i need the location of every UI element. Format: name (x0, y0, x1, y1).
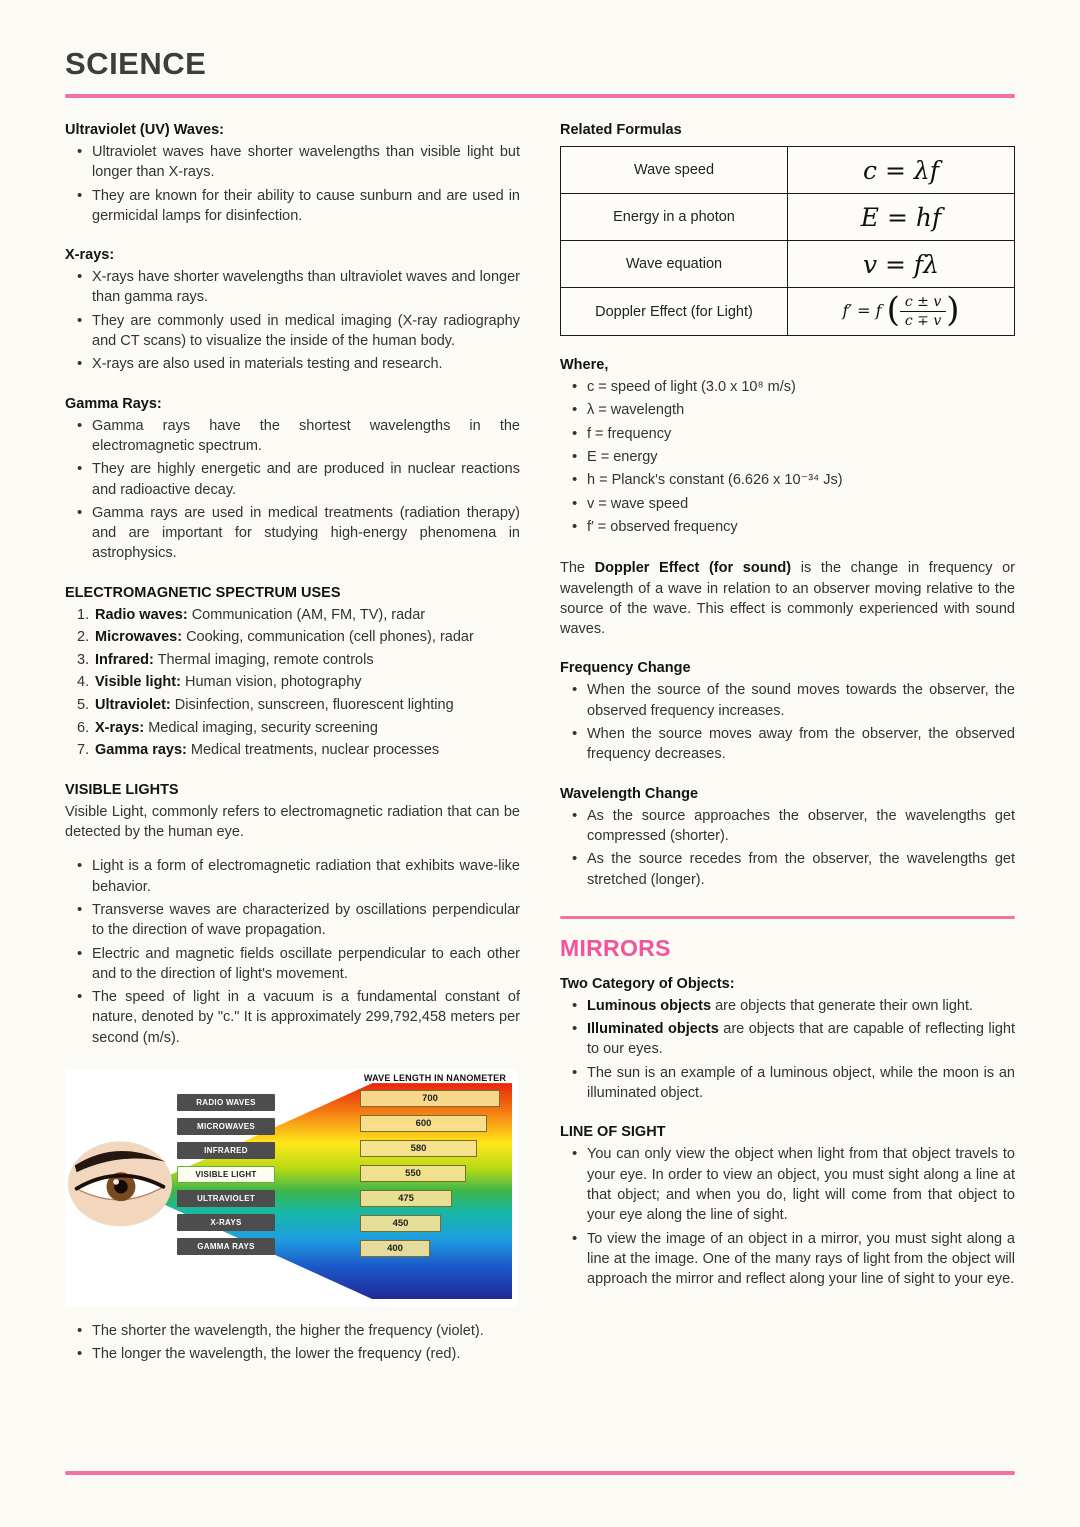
list-item: • f′ = observed frequency (570, 517, 1015, 537)
formula-expression: v = fλ (862, 249, 940, 279)
section-spectrum-uses (65, 585, 520, 761)
section-line-of-sight (560, 1124, 1015, 1289)
section-visible-lights (65, 782, 520, 1048)
wavelength-scale (360, 1073, 510, 1265)
list-item: Infrared: Thermal imaging, remote controls (95, 651, 374, 668)
formula-expression: E = hf (860, 202, 942, 232)
formula-label: Energy in a photon (561, 194, 788, 241)
doppler-term: Doppler Effect (for sound) (594, 560, 792, 577)
table-row (561, 194, 1015, 241)
formulas-table (560, 146, 1015, 336)
section-uv-waves (65, 122, 520, 226)
section-where (560, 357, 1015, 537)
wavelength-bar: 450 (360, 1215, 441, 1232)
section-xrays (65, 247, 520, 374)
page-title: SCIENCE (65, 46, 207, 81)
eye-illustration (67, 1129, 173, 1229)
spectrum-label-visible-light: VISIBLE LIGHT (177, 1166, 275, 1183)
section-frequency-change (560, 660, 1015, 764)
list-item: • The longer the wavelength, the lower the frequency (red). (75, 1344, 520, 1364)
list-item: • As the source recedes from the observer, the wavelengths get stretched (longer). (570, 849, 1015, 890)
list-item: • E = energy (570, 447, 1015, 467)
wavelength-bar: 400 (360, 1240, 430, 1257)
mirrors-heading: MIRRORS (560, 934, 671, 961)
list-item: • To view the image of an object in a mirror, you must sight along a line at the image. One of the many rays of light from the object will approach the mirror and reflect along your line of sight to your eye. (570, 1229, 1015, 1290)
left-column (65, 122, 520, 1386)
spectrum-label: ULTRAVIOLET (177, 1190, 275, 1207)
figure-title: WAVE LENGTH IN NANOMETER (363, 1073, 507, 1084)
section-heading: Wavelength Change (560, 785, 699, 802)
list-item: Radio waves: Communication (AM, FM, TV), radar (95, 606, 426, 623)
list-item: • v = wave speed (570, 494, 1015, 514)
formula-expression: f′ = f ( $\frac{c \pm v}{c \mp v}$ ) (842, 289, 960, 330)
section-heading: Related Formulas (560, 122, 682, 138)
spectrum-label: MICROWAVES (177, 1118, 275, 1135)
list-item: • Electric and magnetic fields oscillate perpendicular to each other and to the direction of light's movement. (75, 944, 520, 985)
wavelength-bar: 475 (360, 1190, 452, 1207)
list-item: • You can only view the object when light from that object travels to your eye. In order to view an object, you must sight along a line at that object; and when you do, light will come from that object to your eye along the line of sight. (570, 1144, 1015, 1225)
open-paren: ( (886, 289, 900, 330)
formula-label: Wave equation (561, 241, 788, 288)
list-item: Visible light: Human vision, photography (95, 674, 362, 691)
list-item: • The speed of light in a vacuum is a fundamental constant of nature, denoted by "c." It is approximately 299,792,458 meters per second (m/s). (75, 987, 520, 1048)
section-wavelength-change (560, 786, 1015, 890)
list-item: • X-rays have shorter wavelengths than ultraviolet waves and longer than gamma rays. (75, 267, 520, 308)
list-item: • Transverse waves are characterized by oscillations perpendicular to the direction of wave propagation. (75, 900, 520, 941)
section-heading: LINE OF SIGHT (560, 1124, 666, 1141)
list-item: • c = speed of light (3.0 x 10⁸ m/s) (570, 377, 1015, 397)
list-item: • Gamma rays have the shortest wavelengths in the electromagnetic spectrum. (75, 416, 520, 457)
list-item: • X-rays are also used in materials testing and research. (75, 354, 520, 374)
section-heading: X-rays: (65, 247, 115, 264)
list-item: • f = frequency (570, 424, 1015, 444)
list-item: • Ultraviolet waves have shorter wavelengths than visible light but longer than X-rays. (75, 142, 520, 183)
list-item: • Luminous objects are objects that generate their own light. (570, 996, 1015, 1016)
fraction: $\frac{c \pm v}{c \mp v}$ (900, 294, 946, 329)
section-heading: Ultraviolet (UV) Waves: (65, 122, 224, 138)
section-heading: Gamma Rays: (65, 395, 162, 412)
table-row (561, 241, 1015, 288)
spectrum-label: RADIO WAVES (177, 1094, 275, 1111)
close-paren: ) (946, 289, 960, 330)
table-row (561, 147, 1015, 194)
list-item: • The shorter the wavelength, the higher the frequency (violet). (75, 1321, 520, 1341)
list-item: Microwaves: Cooking, communication (cell phones), radar (95, 629, 474, 646)
doppler-paragraph: The Doppler Effect (for sound) is the change in frequency or wavelength of a wave in relation to an observer moving relative to the source of the wave. This effect is commonly experienced with sound waves. (560, 560, 1016, 638)
list-item: Ultraviolet: Disinfection, sunscreen, fluorescent lighting (95, 697, 454, 714)
formula-label: Wave speed (561, 147, 788, 194)
spectrum-label: X-RAYS (177, 1214, 275, 1231)
section-gamma-rays (65, 396, 520, 564)
intro-paragraph: Visible Light, commonly refers to electromagnetic radiation that can be detected by the human eye. (65, 803, 520, 841)
wavelength-bar: 700 (360, 1090, 500, 1107)
title-rule (65, 94, 1015, 98)
section-heading: Two Category of Objects: (560, 975, 735, 992)
section-heading: Where, (560, 357, 609, 374)
section-heading: VISIBLE LIGHTS (65, 781, 179, 798)
right-column (560, 122, 1015, 1386)
list-item: • The sun is an example of a luminous object, while the moon is an illuminated object. (570, 1063, 1015, 1104)
table-row (561, 288, 1015, 336)
wavelength-bar: 600 (360, 1115, 487, 1132)
list-item: • Gamma rays are used in medical treatments (radiation therapy) and are important for studying high-energy phenomena in astrophysics. (75, 503, 520, 564)
two-column-layout (65, 122, 1015, 1386)
list-item: • They are highly energetic and are produced in nuclear reactions and radioactive decay. (75, 459, 520, 500)
formula-expression: c = λf (863, 155, 939, 185)
section-figure-notes (65, 1321, 520, 1365)
spectrum-label: INFRARED (177, 1142, 275, 1159)
formula-label: Doppler Effect (for Light) (561, 288, 788, 336)
list-item: • Light is a form of electromagnetic radiation that exhibits wave-like behavior. (75, 856, 520, 897)
list-item: • When the source of the sound moves towards the observer, the observed frequency increases. (570, 680, 1015, 721)
footer-rule (65, 1471, 1015, 1475)
section-two-category (560, 976, 1015, 1103)
list-item: • λ = wavelength (570, 400, 1015, 420)
section-heading: ELECTROMAGNETIC SPECTRUM USES (65, 584, 341, 601)
list-item: • h = Planck's constant (6.626 x 10⁻³⁴ Js) (570, 470, 1015, 490)
list-item: • They are commonly used in medical imaging (X-ray radiography and CT scans) to visualize the inside of the human body. (75, 311, 520, 352)
spectrum-label: GAMMA RAYS (177, 1238, 275, 1255)
list-item: Gamma rays: Medical treatments, nuclear processes (95, 742, 440, 759)
list-item: • When the source moves away from the observer, the observed frequency decreases. (570, 724, 1015, 765)
list-item: • As the source approaches the observer, the wavelengths get compressed (shorter). (570, 806, 1015, 847)
section-divider (560, 916, 1015, 919)
wavelength-bar: 580 (360, 1140, 477, 1157)
spectrum-figure (65, 1069, 517, 1307)
list-item: X-rays: Medical imaging, security screening (95, 719, 378, 736)
list-item: • They are known for their ability to cause sunburn and are used in germicidal lamps for disinfection. (75, 186, 520, 227)
section-heading: Frequency Change (560, 660, 691, 677)
section-related-formulas (560, 122, 1015, 336)
list-item: • Illuminated objects are objects that are capable of reflecting light to our eyes. (570, 1019, 1015, 1060)
wavelength-bar: 550 (360, 1165, 466, 1182)
spectrum-labels (177, 1094, 275, 1255)
